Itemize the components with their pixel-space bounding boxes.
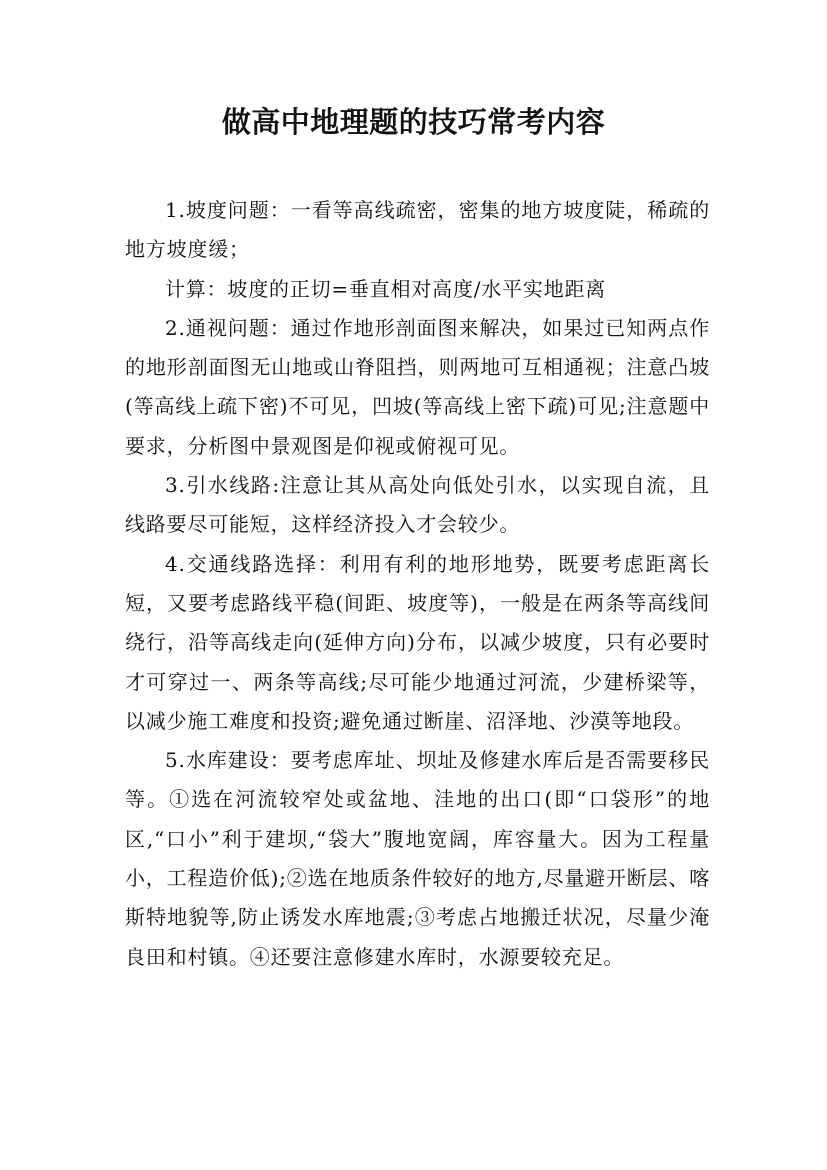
paragraph-slope: 1.坡度问题：一看等高线疏密，密集的地方坡度陡，稀疏的地方坡度缓； bbox=[125, 198, 710, 262]
document-body bbox=[125, 191, 710, 977]
document-title: 做高中地理题的技巧常考内容 bbox=[221, 105, 606, 139]
paragraph-visibility: 2.通视问题：通过作地形剖面图来解决，如果过已知两点作的地形剖面图无山地或山脊阻挡，则两地可互相通视；注意凸坡(等高线上疏下密)不可见，凹坡(等高线上密下疏)可见;注意题中要求，分析图中景观图是仰视或俯视可见。 bbox=[125, 315, 710, 458]
paragraph-transport-route: 4.交通线路选择：利用有利的地形地势，既要考虑距离长短，又要考虑路线平稳(间距、坡度等)，一般是在两条等高线间绕行，沿等高线走向(延伸方向)分布，以减少坡度，只有必要时才可穿过一、两条等高线;尽可能少地通过河流，少建桥梁等，以减少施工难度和投资;避免通过断崖、沼泽地、沙漠等地段。 bbox=[125, 551, 710, 733]
paragraph-water-diversion: 3.引水线路:注意让其从高处向低处引水，以实现自流，且线路要尽可能短，这样经济投入才会较少。 bbox=[125, 473, 710, 537]
paragraph-reservoir: 5.水库建设：要考虑库址、坝址及修建水库后是否需要移民等。①选在河流较窄处或盆地、洼地的出口(即“口袋形”的地区,“口小”利于建坝,“袋大”腹地宽阔，库容量大。因为工程量小，工程造价低);②选在地质条件较好的地方,尽量避开断层、喀斯特地貌等,防止诱发水库地震;③考虑占地搬迁状况，尽量少淹良田和村镇。④还要注意修建水库时，水源要较充足。 bbox=[125, 748, 710, 969]
paragraph-slope-formula: 计算：坡度的正切=垂直相对高度/水平实地距离 bbox=[165, 276, 607, 301]
